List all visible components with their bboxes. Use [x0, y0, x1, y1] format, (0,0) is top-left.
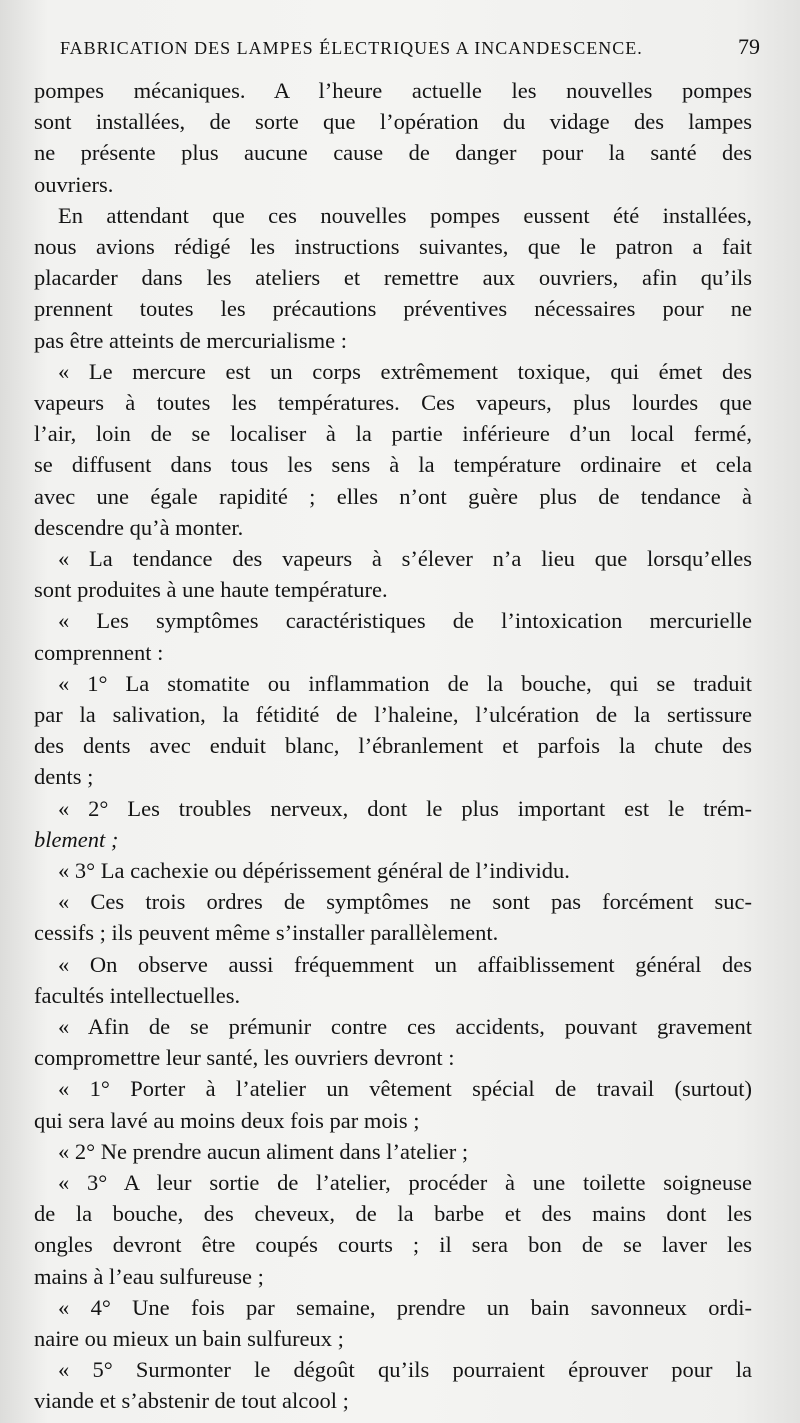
text-line: « 3° A leur sortie de l’atelier, procéder à une toilette soigneuse	[58, 1170, 752, 1195]
text-line: sont installées, de sorte que l’opération du vidage des lampes	[34, 109, 752, 135]
text-line: pas être atteints de mercurialisme :	[34, 327, 348, 353]
text-line: « 3° La cachexie ou dépérissement général de l’individu.	[58, 858, 570, 883]
text-line: nous avions rédigé les instructions suivantes, que le patron a fait	[34, 234, 752, 259]
text-line: ouvriers.	[34, 171, 114, 197]
text-line: « 5° Surmonter le dégoût qu’ils pourraient éprouver pour la	[58, 1357, 752, 1383]
text-line: facultés intellectuelles.	[34, 982, 241, 1008]
text-line: « 1° La stomatite ou inflammation de la bouche, qui se traduit	[58, 670, 752, 696]
text-line: descendre qu’à monter.	[34, 514, 244, 540]
text-line: qui sera lavé au moins deux fois par mois ;	[34, 1107, 420, 1133]
text-line: placarder dans les ateliers et remettre aux ouvriers, afin qu’ils	[34, 265, 752, 291]
text-line: ne présente plus aucune cause de danger pour la santé des	[34, 140, 752, 166]
text-line: l’air, loin de se localiser à la partie inférieure d’un local fermé,	[34, 421, 752, 447]
text-line: « On observe aussi fréquemment un affaiblissement général des	[58, 951, 752, 977]
text-line: vapeurs à toutes les températures. Ces vapeurs, plus lourdes que	[34, 390, 752, 415]
text-line: ongles devront être coupés courts ; il sera bon de se laver les	[34, 1232, 752, 1258]
text-line: viande et s’abstenir de tout alcool ;	[34, 1388, 349, 1414]
text-line: « Le mercure est un corps extrêmement toxique, qui émet des	[58, 358, 752, 384]
page-number: 79	[738, 34, 760, 59]
text-line: « Afin de se prémunir contre ces accidents, pouvant gravement	[58, 1014, 752, 1039]
text-line: prennent toutes les précautions préventives nécessaires pour ne	[34, 296, 752, 322]
text-line: En attendant que ces nouvelles pompes eussent été installées,	[58, 202, 752, 228]
running-header	[60, 34, 760, 64]
text-line: « 2° Ne prendre aucun aliment dans l’atelier ;	[58, 1138, 469, 1164]
text-line: mains à l’eau sulfureuse ;	[34, 1263, 264, 1289]
text-line: par la salivation, la fétidité de l’haleine, l’ulcération de la sertissure	[34, 702, 752, 727]
text-line: cessifs ; ils peuvent même s’installer parallèlement.	[34, 920, 499, 946]
text-line: « Ces trois ordres de symptômes ne sont pas forcément suc-	[58, 889, 752, 915]
text-line: « 4° Une fois par semaine, prendre un bain savonneux ordi-	[58, 1294, 752, 1320]
text-line: sont produites à une haute température.	[34, 577, 388, 603]
text-line: « 1° Porter à l’atelier un vêtement spécial de travail (surtout)	[58, 1076, 752, 1102]
text-line: des dents avec enduit blanc, l’ébranlement et parfois la chute des	[34, 733, 752, 759]
text-line: naire ou mieux un bain sulfureux ;	[34, 1326, 344, 1351]
text-line: dents ;	[34, 764, 94, 790]
text-line: pompes mécaniques. A l’heure actuelle les nouvelles pompes	[34, 78, 752, 103]
text-line: blement ;	[34, 826, 119, 852]
text-line: se diffusent dans tous les sens à la température ordinaire et cela	[34, 452, 752, 478]
text-line: comprennent :	[34, 639, 164, 665]
text-line: avec une égale rapidité ; elles n’ont guère plus de tendance à	[34, 483, 752, 509]
text-line: « La tendance des vapeurs à s’élever n’a lieu que lorsqu’elles	[58, 546, 752, 571]
running-head-title: FABRICATION DES LAMPES ÉLECTRIQUES A INCANDESCENCE.	[60, 38, 643, 58]
text-line: de la bouche, des cheveux, de la barbe et des mains dont les	[34, 1201, 752, 1227]
text-line: « Les symptômes caractéristiques de l’intoxication mercurielle	[58, 608, 752, 634]
text-line: « 2° Les troubles nerveux, dont le plus important est le trém-	[58, 795, 752, 821]
text-line: compromettre leur santé, les ouvriers devront :	[34, 1045, 455, 1071]
